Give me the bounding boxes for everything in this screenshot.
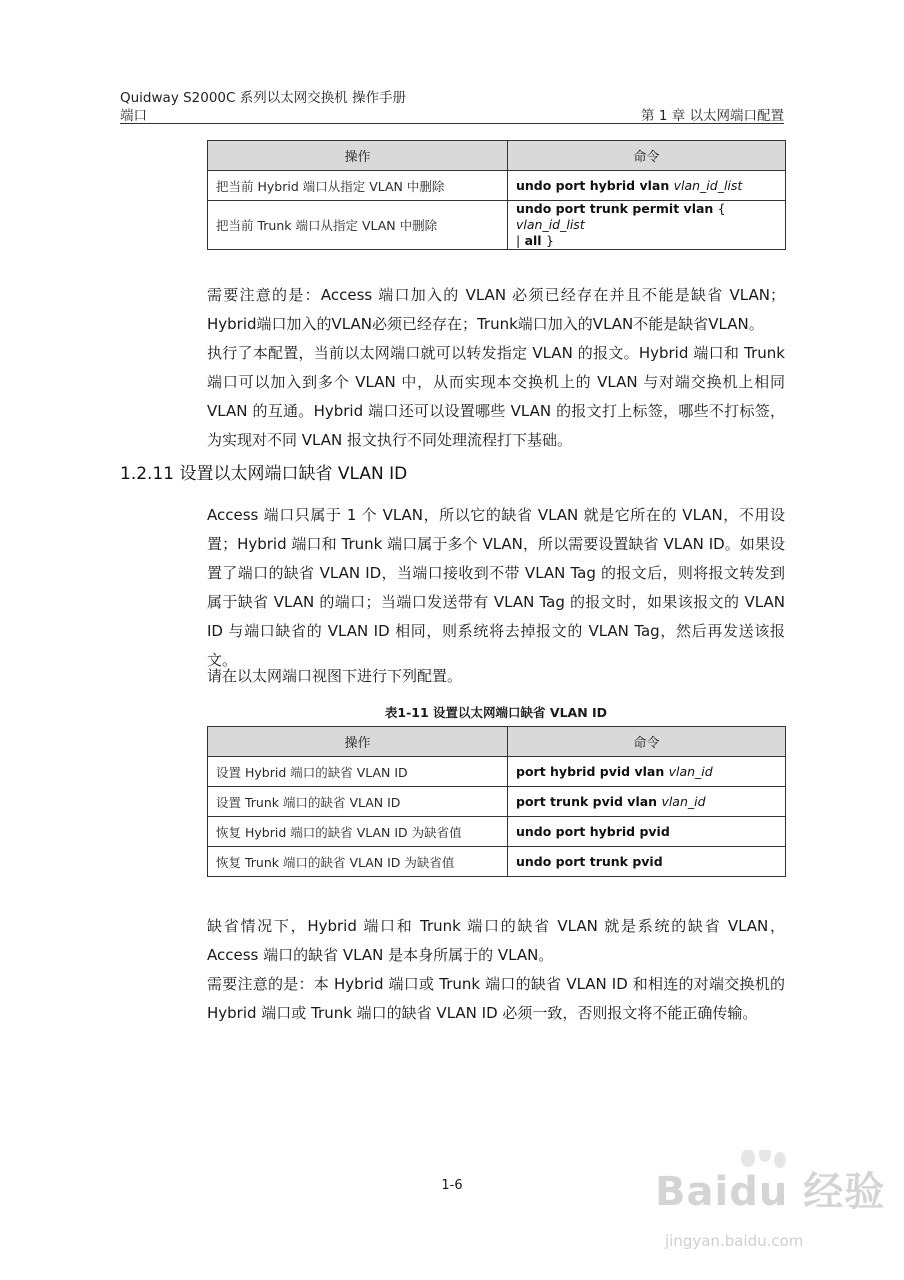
command-keyword: port trunk pvid vlan	[516, 794, 658, 809]
table-row	[208, 847, 786, 877]
command-cell	[508, 847, 786, 877]
column-header-command: 命令	[508, 141, 786, 171]
operation-cell: 恢复 Hybrid 端口的缺省 VLAN ID 为缺省值	[208, 817, 508, 847]
table-row	[208, 817, 786, 847]
operation-cell: 设置 Hybrid 端口的缺省 VLAN ID	[208, 757, 508, 787]
command-cell	[508, 201, 786, 250]
command-keyword-all: all	[524, 233, 542, 248]
section-label: 端口	[120, 108, 147, 124]
paragraph-description: Access 端口只属于 1 个 VLAN，所以它的缺省 VLAN 就是它所在的 VLAN，不用设置；Hybrid 端口和 Trunk 端口属于多个 VLAN，所以需要设置缺省 VLAN ID。如果设置了端口的缺省 VLAN ID，当端口接收到不带 VLAN Tag 的报文后，则将报文转发到属于缺省 VLAN 的端口；当端口发送带有 VLAN Tag 的报文时，如果该报文的 VLAN ID 与端口缺省的 VLAN ID 相同，则系统将去掉报文的 VLAN Tag，然后再发送该报文。	[207, 506, 785, 669]
column-header-operation: 操作	[208, 727, 508, 757]
command-keyword: undo port hybrid pvid	[516, 824, 670, 839]
doc-title: Quidway S2000C 系列以太网交换机 操作手册	[120, 90, 407, 106]
command-cell	[508, 787, 786, 817]
operation-cell: 把当前 Hybrid 端口从指定 VLAN 中删除	[208, 171, 508, 201]
paragraph-instruction: 请在以太网端口视图下进行下列配置。	[207, 667, 463, 685]
paragraph-note-2: 需要注意的是：本 Hybrid 端口或 Trunk 端口的缺省 VLAN ID 和相连的对端交换机的 Hybrid 端口或 Trunk 端口的缺省 VLAN ID 必须一致，否则报文将不能正确传输。	[207, 975, 785, 1022]
brace-open: {	[717, 201, 726, 216]
column-header-command: 命令	[508, 727, 786, 757]
paragraph-note-1: 需要注意的是：Access 端口加入的 VLAN 必须已经存在并且不能是缺省 VLAN；Hybrid端口加入的VLAN必须已经存在；Trunk端口加入的VLAN不能是缺省VLAN。	[207, 286, 785, 333]
table-row	[208, 201, 786, 250]
watermark-url: jingyan.baidu.com	[665, 1232, 804, 1250]
brace-close: }	[545, 233, 554, 248]
page-number: 1-6	[441, 1178, 463, 1193]
table-caption: 表1-11 设置以太网端口缺省 VLAN ID	[384, 705, 608, 720]
command-argument: vlan_id	[661, 794, 706, 809]
paragraph-default: 缺省情况下，Hybrid 端口和 Trunk 端口的缺省 VLAN 就是系统的缺省 VLAN，Access 端口的缺省 VLAN 是本身所属于的 VLAN。	[207, 917, 785, 964]
table-row	[208, 757, 786, 787]
operation-cell: 把当前 Trunk 端口从指定 VLAN 中删除	[208, 201, 508, 250]
command-argument: vlan_id_list	[516, 217, 585, 232]
command-keyword: undo port hybrid vlan	[516, 178, 670, 193]
watermark-brand: Baidu 经验	[655, 1169, 886, 1215]
command-cell	[508, 757, 786, 787]
command-keyword: undo port trunk permit vlan	[516, 201, 714, 216]
command-keyword: port hybrid pvid vlan	[516, 764, 665, 779]
column-header-operation: 操作	[208, 141, 508, 171]
chapter-label: 第 1 章 以太网端口配置	[641, 108, 784, 124]
operation-cell: 设置 Trunk 端口的缺省 VLAN ID	[208, 787, 508, 817]
table-row	[208, 787, 786, 817]
command-argument: vlan_id	[668, 764, 713, 779]
table-row	[208, 171, 786, 201]
header-divider	[120, 123, 784, 124]
command-table-1	[207, 140, 786, 250]
command-table-2	[207, 726, 786, 877]
separator: |	[516, 233, 521, 248]
paragraph-result: 执行了本配置，当前以太网端口就可以转发指定 VLAN 的报文。Hybrid 端口和 Trunk 端口可以加入到多个 VLAN 中，从而实现本交换机上的 VLAN 与对端交换机上相同 VLAN 的互通。Hybrid 端口还可以设置哪些 VLAN 的报文打上标签，哪些不打标签，为实现对不同 VLAN 报文执行不同处理流程打下基础。	[207, 344, 785, 449]
operation-cell: 恢复 Trunk 端口的缺省 VLAN ID 为缺省值	[208, 847, 508, 877]
command-keyword: undo port trunk pvid	[516, 854, 663, 869]
command-argument: vlan_id_list	[673, 178, 743, 193]
command-cell	[508, 817, 786, 847]
command-cell	[508, 171, 786, 201]
section-heading: 1.2.11 设置以太网端口缺省 VLAN ID	[120, 464, 408, 484]
